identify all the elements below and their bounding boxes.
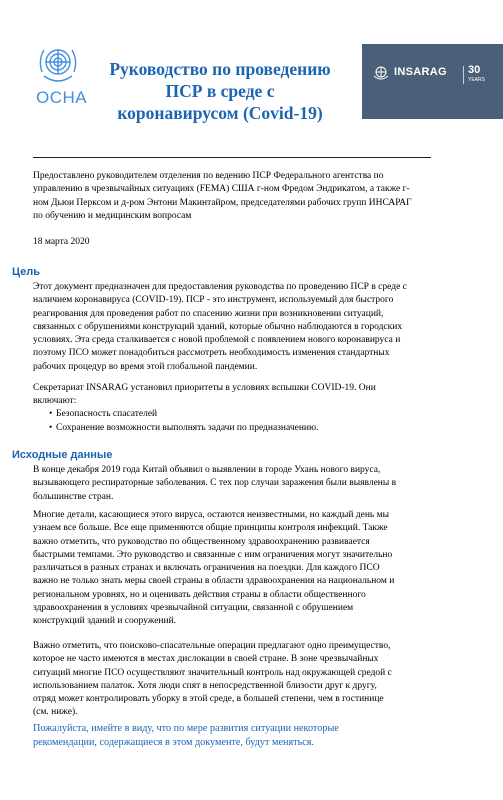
text-line: которое не часто имеются в местах дислокации в своей стране. В зоне чрезвычайных [33, 654, 379, 665]
text-line: важно не только знать меры своей страны в области здравоохранения на национальном и [33, 576, 395, 587]
section-heading-background: Исходные данные [12, 449, 113, 461]
text-line: использованием палаток. Хотя люди спят в непосредственной близости друг к другу, [33, 680, 377, 691]
text-line: поэтому ПСО может понадобиться рассмотреть необходимость изменения стандартных [33, 348, 390, 359]
background-paragraph-1 [33, 464, 473, 504]
text-line: вызывающего респираторные заболевания. С тех пор случаи заражения были выявлены в [33, 478, 397, 489]
text-line: отряд может контролировать уборку в этой среде, в большей степени, чем в гостинице [33, 694, 384, 705]
secretariat-paragraph [33, 382, 473, 409]
text-line: Секретариат INSARAG установил приоритеты в условиях вспышки COVID-19. Они [33, 383, 376, 393]
page-title [100, 58, 340, 124]
text-line: здравоохранения в условиях чрезвычайной ситуации, связанной с обрушением [33, 603, 354, 614]
title-line: Руководство по проведению [109, 59, 331, 79]
text-line: Важно отметить, что поисково-спасательные операции предлагают одно преимущество, [33, 641, 391, 651]
intro-paragraph [33, 170, 473, 223]
goal-paragraph [33, 281, 473, 374]
text-line: включают: [33, 396, 77, 407]
text-line: управлению в чрезвычайных ситуациях (FEMA) США г-ном Фредом Эндрикатом, а также г- [33, 184, 410, 195]
un-emblem-small-icon [372, 64, 390, 87]
text-line: узнаем все больше. Все еще применяются общие принципы контроля инфекций. Также [33, 523, 388, 534]
ocha-logo-text: OCHA [36, 88, 88, 107]
insarag-divider [463, 66, 464, 84]
text-line: Этот документ предназначен для предоставления руководства по проведению ПСР в среде с [33, 282, 407, 292]
update-notice [33, 722, 473, 750]
text-line: региональном уровнях, но и оценивать действия страны в области общественного [33, 589, 366, 600]
section-heading-goal: Цель [12, 266, 41, 278]
text-line: Предоставлено руководителем отделения по ведению ПСР Федерального агентства по [33, 171, 384, 181]
insarag-banner [362, 44, 503, 119]
text-line: ситуаций многие ПСО осуществляют значительный контроль над окружающей средой с [33, 667, 392, 678]
insarag-anniversary-number: 30 [468, 64, 481, 76]
list-item: • Безопасность спасателей [56, 408, 157, 421]
text-line: большинстве стран. [33, 491, 114, 502]
text-line: Многие детали, касающиеся этого вируса, остаются неизвестными, но каждый день мы [33, 510, 390, 520]
text-line: ном Дьюи Перксом и д-ром Энтони Макинтайром, председателями рабочих групп ИНСАРАГ [33, 197, 412, 208]
document-date: 18 марта 2020 [33, 237, 90, 247]
text-line: быстрыми темпами. Это руководство и связанные с ним ограничения могут значительно [33, 549, 393, 560]
background-paragraph-3 [33, 640, 473, 720]
text-line: Пожалуйста, имейте в виду, что по мере развития ситуации некоторые [33, 723, 339, 734]
text-line: важно отметить, что руководство по общественному здравоохранению развивается [33, 536, 370, 547]
header-divider [33, 157, 431, 158]
text-line: условиях. Эта среда сталкивается с новой проблемой с появлением нового коронавируса и [33, 335, 401, 346]
text-line: рекомендации, содержащиеся в этом документе, будут меняться. [33, 737, 314, 748]
title-line: коронавирусом (Covid-19) [117, 103, 323, 123]
text-line: (см. ниже). [33, 707, 78, 718]
background-paragraph-2 [33, 509, 473, 629]
insarag-logo-text: INSARAG [394, 66, 447, 78]
insarag-anniversary-years: YEARS [468, 77, 485, 83]
text-line: наличием коронавируса (COVID-19). ПСР - это инструмент, используемый для быстрого [33, 295, 394, 306]
list-item: • Сохранение возможности выполнять задачи по предназначению. [56, 422, 318, 435]
text-line: рабочих процедур во время этой глобальной пандемии. [33, 361, 258, 372]
text-line: реагирования для проведения работ по спасению жизни при возникновении ситуаций, [33, 308, 384, 319]
text-line: различаться в разных странах и включать ограничения на поездки. Для каждого ПСО [33, 563, 380, 574]
text-line: по обучению и медицинским вопросам [33, 210, 192, 221]
text-line: связанных с обрушениями конструкций зданий, которые обычно наблюдаются в городских [33, 321, 403, 332]
title-line: ПСР в среде с [165, 81, 275, 101]
text-line: В конце декабря 2019 года Китай объявил о выявлении в городе Ухань нового вируса, [33, 465, 381, 475]
text-line: конструкций зданий и сооружений. [33, 616, 177, 627]
